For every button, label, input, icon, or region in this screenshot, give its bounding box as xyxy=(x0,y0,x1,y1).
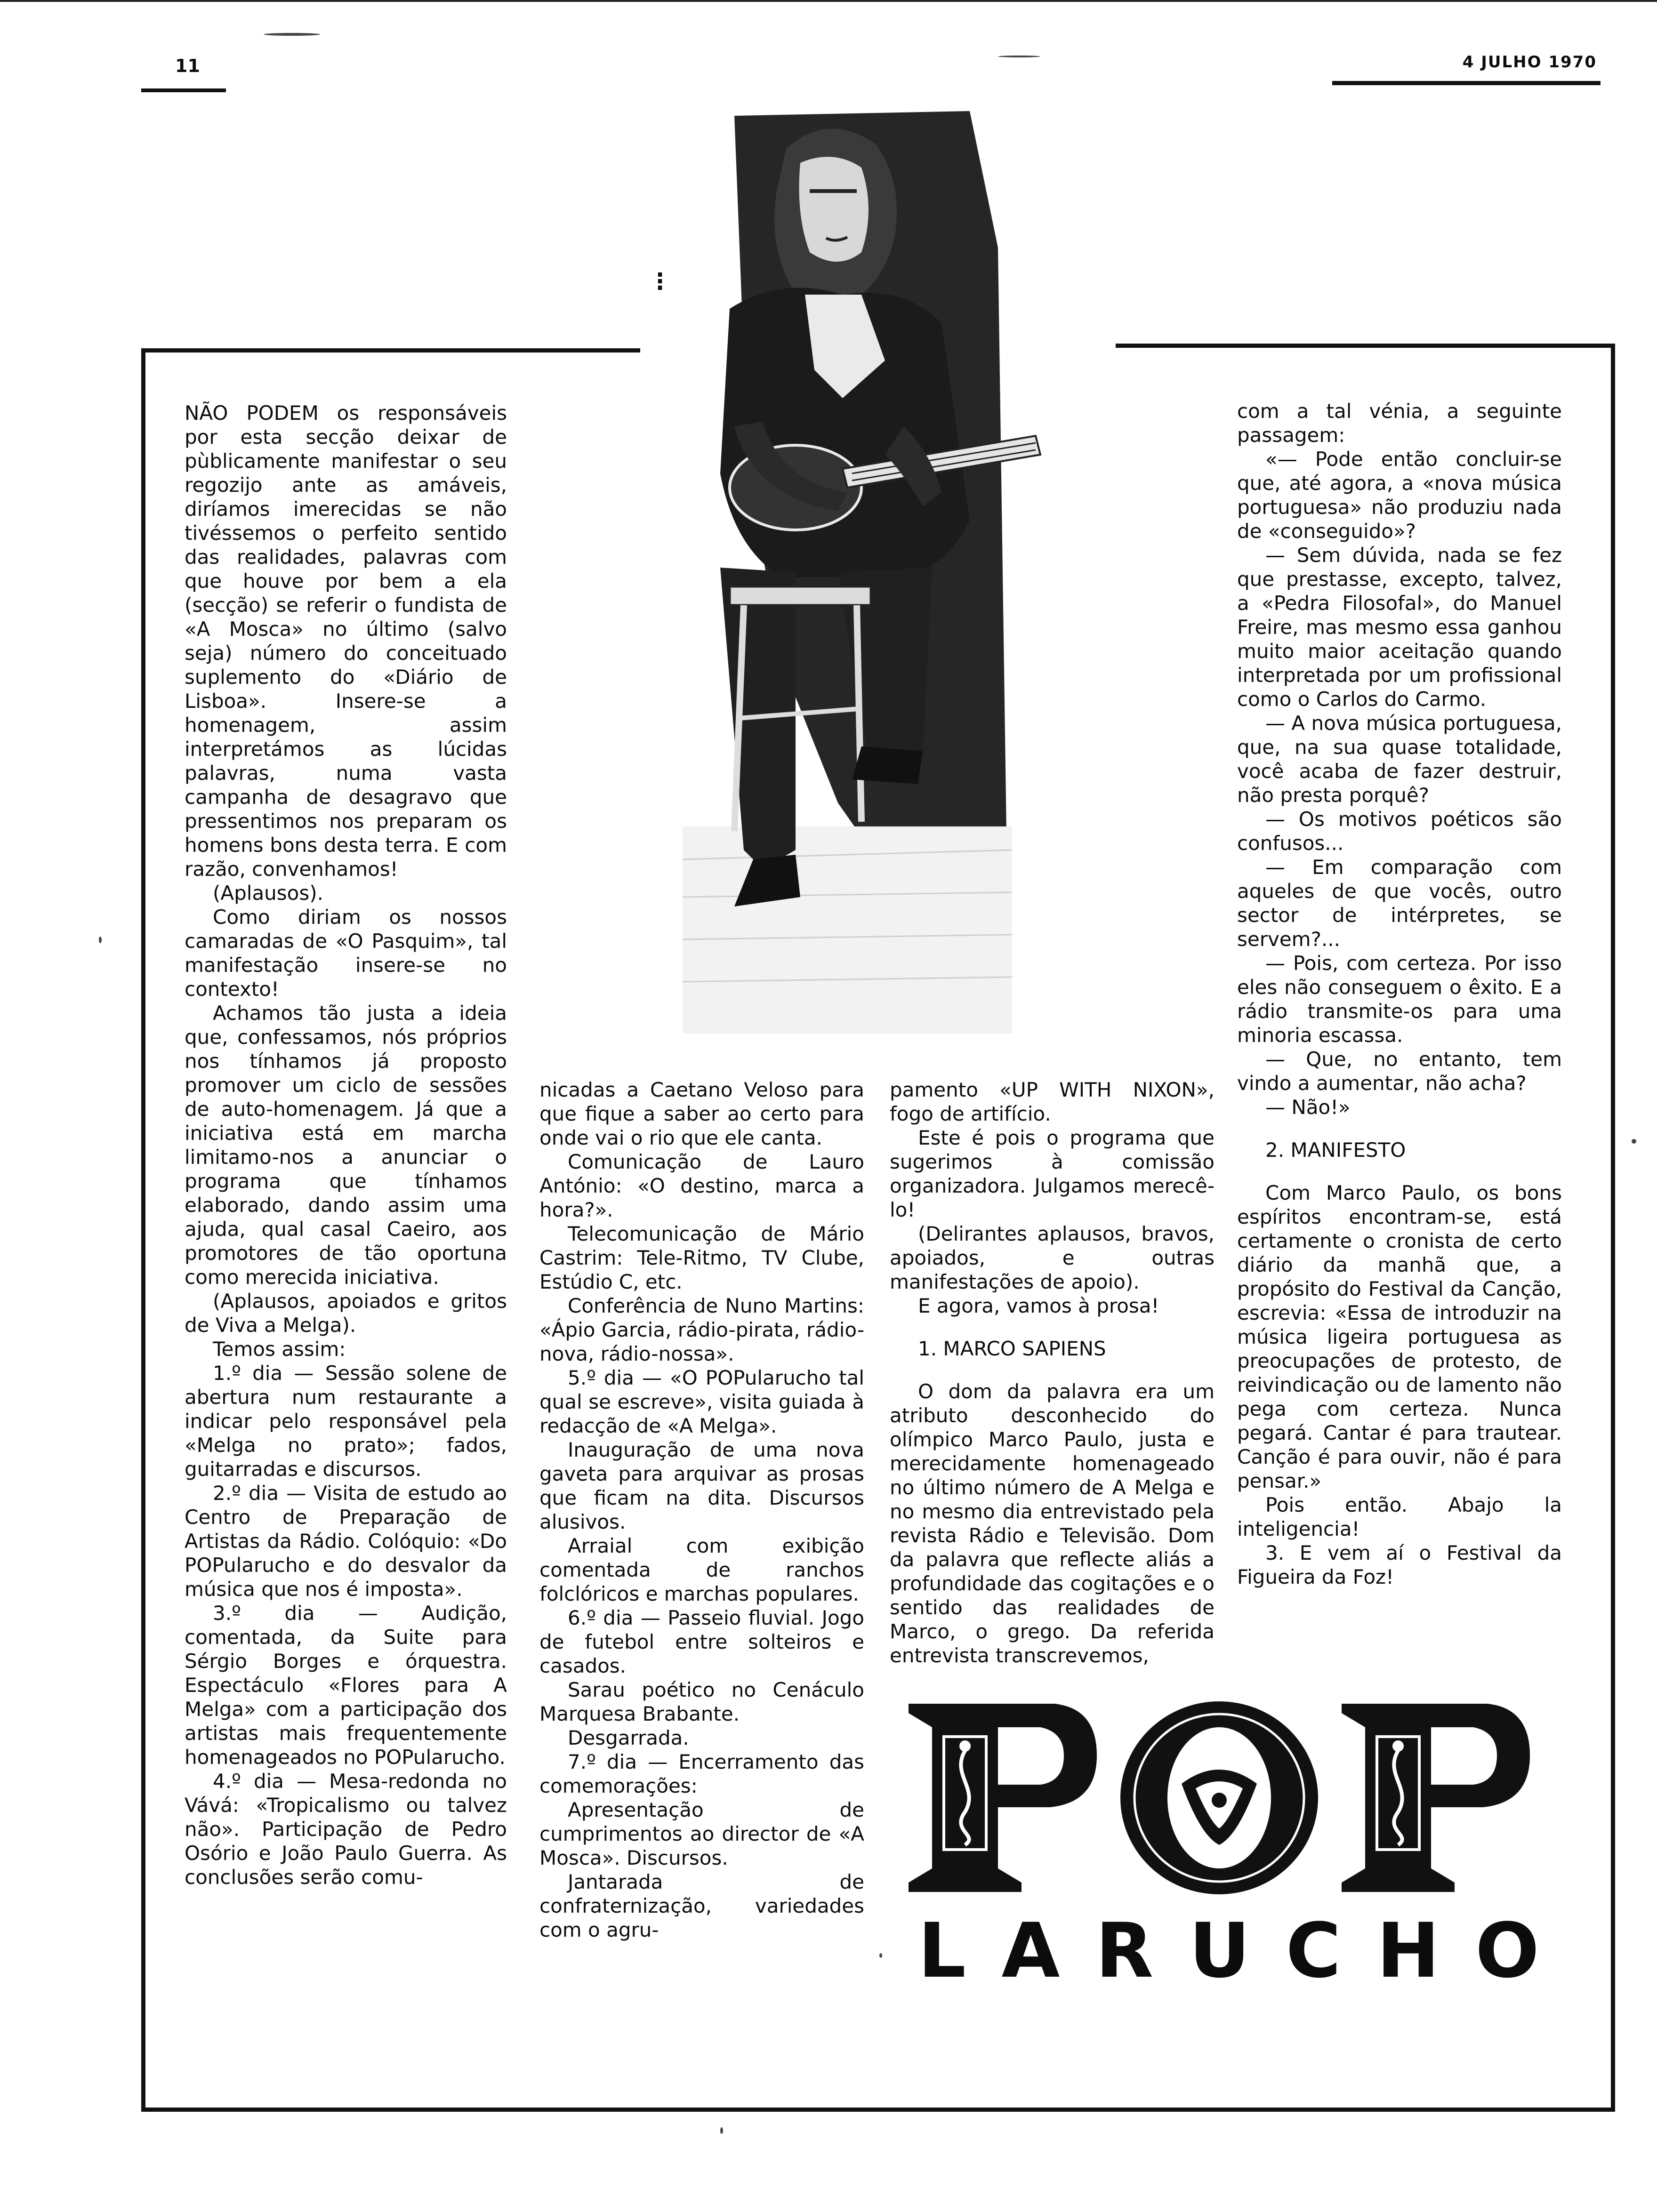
article-column-3 xyxy=(890,1078,1215,1667)
paragraph: — Sem dúvida, nada se fez que prestasse, excepto, talvez, a «Pedra Filosofal», do Manuel Freire, mas mesmo essa ganhou muito maior aceitação quando interpretada por um profissional como o Carlos do Carmo. xyxy=(1237,544,1562,711)
paragraph: «— Pode então concluir-se que, até agora, a «nova música portuguesa» não produziu nada de «conseguido»? xyxy=(1237,448,1562,543)
paragraph: — A nova música portuguesa, que, na sua quase totalidade, você acaba de fazer destruir, não presta porquê? xyxy=(1237,712,1562,807)
paragraph: Arraial com exibição comentada de ranchos folclóricos e marchas populares. xyxy=(539,1534,864,1605)
top-border xyxy=(0,0,1657,2)
paragraph: Como diriam os nossos camaradas de «O Pasquim», tal manifestação insere-se no contexto! xyxy=(185,906,507,1001)
paragraph: Apresentação de cumprimentos ao director de «A Mosca». Discursos. xyxy=(539,1798,864,1869)
paragraph: Temos assim: xyxy=(213,1338,346,1361)
page-number: 11 xyxy=(175,56,200,76)
paragraph: O dom da palavra era um atributo desconhecido do olímpico Marco Paulo, justa e merecidamente homenageado no último número de A Melga e no mesmo dia entrevistado pela revista Rádio e Televisão. Dom da palavra que reflecte aliás a profundidade das cogitações e o sentido das realidades de Marco, o grego. Da referida entrevista transcrevemos, xyxy=(890,1380,1215,1667)
paragraph: Telecomunicação de Mário Castrim: Tele-Ritmo, TV Clube, Estúdio C, etc. xyxy=(539,1222,864,1293)
paragraph: 6.º dia — Passeio fluvial. Jogo de futebol entre solteiros e casados. xyxy=(539,1606,864,1677)
paragraph: — Em comparação com aqueles de que vocês, outro sector de intérpretes, se servem?... xyxy=(1237,856,1562,951)
article-column-1 xyxy=(185,401,507,1889)
guitarist-photo xyxy=(640,97,1045,1038)
frame-top-left xyxy=(141,348,640,353)
larucho-letter: U xyxy=(1189,1907,1250,1995)
paragraph: NÃO PODEM os responsáveis por esta secção deixar de pùblicamente manifestar o seu regozijo ante as amáveis, diríamos imerecidas se não tivéssemos o perfeito sentido das realidades, palavras com que houve por bem a ela (secção) se referir o fundista de «A Mosca» no último (salvo seja) número do conceituado suplemento do «Diário de Lisboa». Insere-se a homenagem, assim interpretámos as lúcidas palavras, numa vasta campanha de desagravo que pressentimos nos preparam os homens bons desta terra. E com razão, convenhamos! xyxy=(185,401,507,881)
paragraph: Achamos tão justa a ideia que, confessamos, nós próprios nos tínhamos já proposto promover um ciclo de sessões de auto-homenagem. Já que a iniciativa está em marcha limitamo-nos a anunciar o programa que tínhamos elaborado, dando assim uma ajuda, qual casal Caeiro, aos promotores de tão oportuna como merecida iniciativa. xyxy=(185,1002,507,1289)
paragraph: nicadas a Caetano Veloso para que fique a saber ao certo para onde vai o rio que ele canta. xyxy=(539,1078,864,1149)
paragraph: (Aplausos). xyxy=(213,882,323,905)
paragraph: 7.º dia — Encerramento das comemorações: xyxy=(539,1750,864,1797)
page-number-rule xyxy=(141,88,226,92)
issue-date: 4 JULHO 1970 xyxy=(1462,53,1597,72)
scan-speck xyxy=(264,33,320,36)
paragraph: Comunicação de Lauro António: «O destino, marca a hora?». xyxy=(539,1150,864,1221)
paragraph: 4.º dia — Mesa-redonda no Vává: «Tropicalismo ou talvez não». Participação de Pedro Osório e João Paulo Guerra. As conclusões serão comu- xyxy=(185,1770,507,1889)
larucho-letter: L xyxy=(918,1907,966,1995)
section-title-marco-sapiens: 1. MARCO SAPIENS xyxy=(918,1337,1106,1360)
paragraph: (Delirantes aplausos, bravos, apoiados, e outras manifestações de apoio). xyxy=(890,1222,1215,1293)
paragraph: Conferência de Nuno Martins: «Ápio Garcia, rádio-pirata, rádio-nova, rádio-nossa». xyxy=(539,1294,864,1365)
paragraph: com a tal vénia, a seguinte passagem: xyxy=(1237,400,1562,447)
paragraph: (Aplausos, apoiados e gritos de Viva a Melga). xyxy=(185,1290,507,1337)
paragraph: Inauguração de uma nova gaveta para arquivar as prosas que ficam na dita. Discursos alusivos. xyxy=(539,1438,864,1533)
paragraph: Este é pois o programa que sugerimos à comissão organizadora. Julgamos merecê-lo! xyxy=(890,1126,1215,1221)
scan-speck xyxy=(720,2127,723,2134)
paragraph: Desgarrada. xyxy=(568,1726,689,1749)
article-column-2 xyxy=(539,1078,864,1942)
paragraph: — Que, no entanto, tem vindo a aumentar, não acha? xyxy=(1237,1048,1562,1095)
paragraph: 3.º dia — Audição, comentada, da Suite para Sérgio Borges e órquestra. Espectáculo «Flores para A Melga» com a participação dos artistas mais frequentemente homenageados no POPularucho. xyxy=(185,1602,507,1769)
pop-logo xyxy=(899,1694,1539,1897)
frame-right xyxy=(1611,344,1615,2111)
larucho-letter: A xyxy=(1001,1907,1060,1995)
scan-speck xyxy=(99,937,102,943)
paragraph: Com Marco Paulo, os bons espíritos encontram-se, está certamente o cronista de certo diário da manhã que, a propósito do Festival da Canção, escrevia: «Essa de introduzir na música ligeira portuguesa as preocupações de protesto, de reivindicação ou de lamento não pega com certeza. Nunca pegará. Cantar é para trautear. Canção é para ouvir, não é para pensar.» xyxy=(1237,1181,1562,1492)
frame-left xyxy=(141,348,145,2111)
paragraph: Sarau poético no Cenáculo Marquesa Brabante. xyxy=(539,1678,864,1725)
paragraph: E agora, vamos à prosa! xyxy=(918,1294,1159,1317)
frame-bottom xyxy=(141,2108,1615,2112)
larucho-letter: O xyxy=(1475,1907,1539,1995)
scan-speck xyxy=(879,1953,882,1958)
scan-speck xyxy=(1632,1139,1636,1144)
paragraph: — Os motivos poéticos são confusos... xyxy=(1237,808,1562,855)
paragraph: Jantarada de confraternização, variedades com o agru- xyxy=(539,1870,864,1941)
frame-top-right xyxy=(1116,344,1615,348)
larucho-letter: R xyxy=(1095,1907,1154,1995)
pop-letter-p2 xyxy=(1342,1704,1530,1892)
paragraph: 2.º dia — Visita de estudo ao Centro de Preparação de Artistas da Rádio. Colóquio: «Do POPularucho e do desvalor da música que nos é imposta». xyxy=(185,1482,507,1601)
article-column-4 xyxy=(1237,399,1562,1589)
pop-letter-o xyxy=(1120,1701,1318,1894)
pop-letter-p1 xyxy=(909,1704,1097,1892)
larucho-wordmark xyxy=(918,1908,1539,1993)
paragraph: — Não!» xyxy=(1265,1096,1351,1119)
larucho-letter: H xyxy=(1376,1907,1440,1995)
date-rule xyxy=(1332,81,1601,85)
paragraph: pamento «UP WITH NIXON», fogo de artifício. xyxy=(890,1078,1215,1125)
scan-speck xyxy=(998,56,1040,57)
paragraph: 1.º dia — Sessão solene de abertura num restaurante a indicar pelo responsável pela «Melga no prato»; fados, guitarradas e discursos. xyxy=(185,1362,507,1481)
paragraph: — Pois, com certeza. Por isso eles não conseguem o êxito. E a rádio transmite-os para uma minoria escassa. xyxy=(1237,952,1562,1047)
photo-margin-mark: ⋮ xyxy=(649,268,671,295)
section-title-manifesto: 2. MANIFESTO xyxy=(1265,1138,1406,1162)
paragraph: 5.º dia — «O POPularucho tal qual se escreve», visita guiada à redacção de «A Melga». xyxy=(539,1366,864,1437)
paragraph: 3. E vem aí o Festival da Figueira da Foz! xyxy=(1237,1541,1562,1588)
paragraph: Pois então. Abajo la inteligencia! xyxy=(1237,1493,1562,1540)
larucho-letter: C xyxy=(1286,1907,1341,1995)
